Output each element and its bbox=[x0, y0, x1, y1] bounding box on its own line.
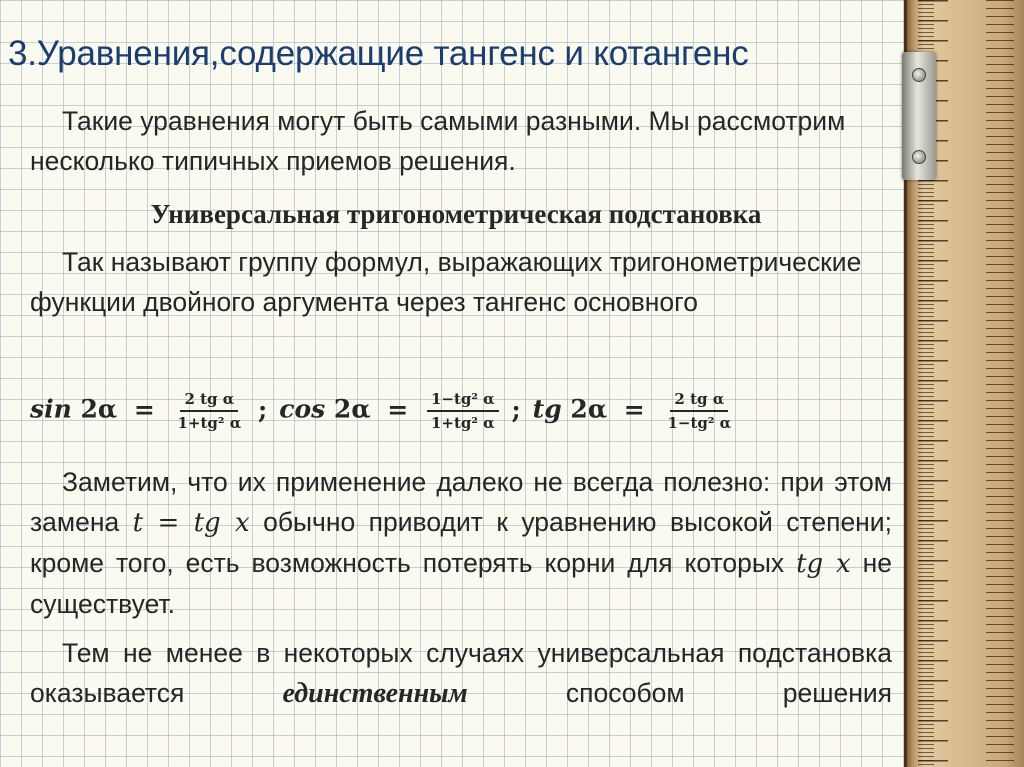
formula-tg-fn: tg bbox=[532, 394, 562, 424]
conclusion-text-1: Тем не менее в некоторых случаях универсальная подстановка оказывается bbox=[30, 638, 892, 708]
formula-cos-denominator: 1+tg² α bbox=[430, 414, 495, 432]
intro-paragraph: Такие уравнения могут быть самыми разными. Мы рассмотрим несколько типичных приемов решения. bbox=[30, 106, 846, 176]
formula-cos-fn: cos bbox=[279, 394, 326, 424]
formula-equals: = bbox=[387, 394, 409, 424]
formula-separator: ; bbox=[511, 394, 521, 424]
definition-paragraph: Так называют группу формул, выражающих тригонометрические функции двойного аргумента через тангенс основного bbox=[30, 247, 862, 317]
remark-text-3: не существует. bbox=[30, 548, 892, 619]
formula-tg-numerator: 2 tg α bbox=[670, 390, 728, 412]
formula-equals: = bbox=[623, 394, 645, 424]
remark-text-2: обычно приводит к уравнению высокой степени; кроме того, есть возможность потерять корни для которых bbox=[30, 507, 892, 578]
formula-tg-arg: 2α bbox=[570, 394, 608, 424]
screw-icon bbox=[912, 68, 926, 82]
formula-sin-denominator: 1+tg² α bbox=[177, 414, 242, 432]
formula-cos-arg: 2α bbox=[333, 394, 371, 424]
formula-sin-fn: sin bbox=[30, 394, 72, 424]
conclusion-paragraph bbox=[30, 633, 892, 714]
remark-math-tg: tg x bbox=[796, 549, 851, 579]
formula-equals: = bbox=[133, 394, 155, 424]
formula-cos bbox=[279, 390, 532, 432]
screw-icon bbox=[912, 150, 926, 164]
formula-row bbox=[30, 378, 737, 444]
remark-math-substitution: t = tg x bbox=[132, 508, 250, 538]
formula-cos-fraction bbox=[427, 390, 499, 432]
formula-sin-numerator: 2 tg α bbox=[180, 390, 238, 412]
formula-tg-fraction bbox=[663, 390, 735, 432]
ruler-ticks-right bbox=[986, 0, 1014, 767]
section-subheading: Универсальная тригонометрическая подстановка bbox=[150, 199, 762, 229]
formula-tg-denominator: 1−tg² α bbox=[667, 414, 732, 432]
remark-text-1: Заметим, что их применение далеко не всегда полезно: при этом замена bbox=[30, 467, 892, 537]
conclusion-text-2: способом решения bbox=[467, 678, 893, 708]
formula-sin-fraction bbox=[174, 390, 246, 432]
formula-separator: ; bbox=[257, 394, 268, 424]
formula-sin bbox=[30, 390, 279, 432]
slide-title: 3.Уравнения,содержащие тангенс и котангенс bbox=[8, 34, 749, 73]
formula-tg bbox=[533, 390, 738, 432]
formula-sin-arg: 2α bbox=[80, 394, 118, 424]
remark-paragraph bbox=[30, 462, 892, 624]
conclusion-emphasis: единственным bbox=[282, 678, 468, 709]
ruler-clip bbox=[902, 52, 936, 180]
formula-cos-numerator: 1−tg² α bbox=[427, 390, 499, 412]
